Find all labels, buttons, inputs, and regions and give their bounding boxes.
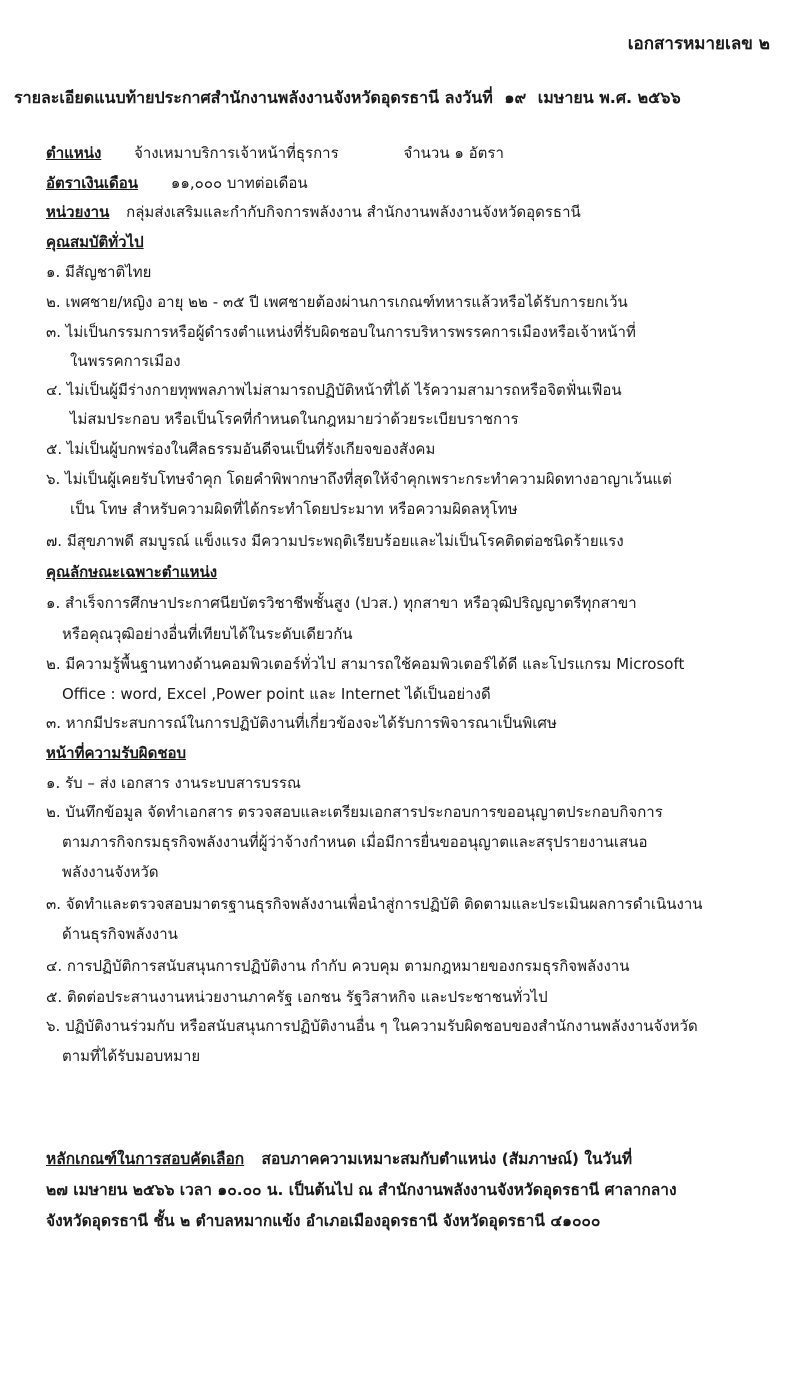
- duty-item-cont: พลังงานจังหวัด: [62, 863, 159, 881]
- general-item-cont: เป็น โทษ สำหรับความผิดที่ได้กระทำโดยประมาท หรือความผิดลหุโทษ: [70, 500, 518, 518]
- duty-item-cont: ตามที่ได้รับมอบหมาย: [62, 1047, 201, 1065]
- general-item: ๔. ไม่เป็นผู้มีร่างกายทุพพลภาพไม่สามารถปฏิบัติหน้าที่ได้ ไร้ความสามารถหรือจิตฟั่นเฟือน: [46, 381, 622, 399]
- unit-value: กลุ่มส่งเสริมและกำกับกิจการพลังงาน สำนักงานพลังงานจังหวัดอุดรธานี: [126, 203, 581, 221]
- position-count: จำนวน ๑ อัตรา: [403, 144, 504, 162]
- duty-item: ๒. บันทึกข้อมูล จัดทำเอกสาร ตรวจสอบและเตรียมเอกสารประกอบการขออนุญาตประกอบกิจการ: [46, 803, 663, 821]
- specific-item-cont: หรือคุณวุฒิอย่างอื่นที่เทียบได้ในระดับเดียวกัน: [62, 625, 353, 643]
- selection-text-1: สอบภาคความเหมาะสมกับตำแหน่ง (สัมภาษณ์) ในวันที่: [261, 1150, 633, 1168]
- specific-item: ๑. สำเร็จการศึกษาประกาศนียบัตรวิชาชีพชั้นสูง (ปวส.) ทุกสาขา หรือวุฒิปริญญาตรีทุกสาขา: [46, 594, 637, 612]
- unit-row: [46, 203, 581, 221]
- salary-row: [46, 174, 308, 192]
- selection-line-2: ๒๗ เมษายน ๒๕๖๖ เวลา ๑๐.๐๐ น. เป็นต้นไป ณ สำนักงานพลังงานจังหวัดอุดรธานี ศาลากลาง: [46, 1181, 677, 1199]
- title-prefix: รายละเอียดแนบท้ายประกาศสำนักงานพลังงานจังหวัดอุดรธานี ลงวันที่: [14, 88, 493, 107]
- document-title: [14, 88, 681, 107]
- duty-item: ๕. ติดต่อประสานงานหน่วยงานภาครัฐ เอกชน รัฐวิสาหกิจ และประชาชนทั่วไป: [46, 988, 548, 1006]
- duties-heading: หน้าที่ความรับผิดชอบ: [46, 744, 187, 762]
- selection-label: หลักเกณฑ์ในการสอบคัดเลือก: [46, 1150, 245, 1168]
- selection-line-3: จังหวัดอุดรธานี ชั้น ๒ ตำบลหมากแข้ง อำเภอเมืองอุดรธานี จังหวัดอุดรธานี ๔๑๐๐๐: [46, 1212, 601, 1230]
- specific-item: ๒. มีความรู้พื้นฐานทางด้านคอมพิวเตอร์ทั่วไป สามารถใช้คอมพิวเตอร์ได้ดี และโปรแกรม Microsoft: [46, 655, 685, 673]
- general-item-cont: ในพรรคการเมือง: [70, 352, 181, 370]
- title-day: ๑๙: [504, 88, 527, 107]
- duty-item: ๑. รับ – ส่ง เอกสาร งานระบบสารบรรณ: [46, 774, 301, 792]
- duty-item: ๖. ปฏิบัติงานร่วมกับ หรือสนับสนุนการปฏิบัติงานอื่น ๆ ในความรับผิดชอบของสำนักงานพลังงานจังหวัด: [46, 1017, 698, 1035]
- general-item: ๖. ไม่เป็นผู้เคยรับโทษจำคุก โดยคำพิพากษาถึงที่สุดให้จำคุกเพราะกระทำความผิดทางอาญาเว้นแต่: [46, 470, 672, 488]
- general-item: ๕. ไม่เป็นผู้บกพร่องในศีลธรรมอันดีจนเป็นที่รังเกียจของสังคม: [46, 440, 436, 458]
- general-item: ๑. มีสัญชาติไทย: [46, 263, 152, 281]
- duty-item: ๓. จัดทำและตรวจสอบมาตรฐานธุรกิจพลังงานเพื่อนำสู่การปฏิบัติ ติดตามและประเมินผลการดำเนินงาน: [46, 895, 703, 913]
- duty-item: ๔. การปฏิบัติการสนับสนุนการปฏิบัติงาน กำกับ ควบคุม ตามกฎหมายของกรมธุรกิจพลังงาน: [46, 957, 630, 975]
- general-item: ๒. เพศชาย/หญิง อายุ ๒๒ - ๓๕ ปี เพศชายต้องผ่านการเกณฑ์ทหารแล้วหรือได้รับการยกเว้น: [46, 293, 628, 311]
- specific-item: ๓. หากมีประสบการณ์ในการปฏิบัติงานที่เกี่ยวข้องจะได้รับการพิจารณาเป็นพิเศษ: [46, 714, 557, 732]
- document-number: เอกสารหมายเลข ๒: [627, 34, 770, 54]
- general-heading: คุณสมบัติทั่วไป: [46, 233, 144, 251]
- selection-line-1: [46, 1150, 632, 1169]
- unit-label: หน่วยงาน: [46, 203, 110, 221]
- salary-value: ๑๑,๐๐๐ บาทต่อเดือน: [170, 174, 308, 192]
- position-label: ตำแหน่ง: [46, 144, 102, 162]
- general-item: ๓. ไม่เป็นกรรมการหรือผู้ดำรงตำแหน่งที่รับผิดชอบในการบริหารพรรคการเมืองหรือเจ้าหน้าที่: [46, 323, 636, 341]
- position-value: จ้างเหมาบริการเจ้าหน้าที่ธุรการ: [134, 144, 339, 162]
- salary-label: อัตราเงินเดือน: [46, 174, 139, 192]
- general-item: ๗. มีสุขภาพดี สมบูรณ์ แข็งแรง มีความประพฤติเรียบร้อยและไม่เป็นโรคติดต่อชนิดร้ายแรง: [46, 532, 624, 550]
- duty-item-cont: ด้านธุรกิจพลังงาน: [62, 925, 178, 943]
- position-row: [46, 144, 504, 162]
- specific-item-cont: Office : word, Excel ,Power point และ Internet ได้เป็นอย่างดี: [62, 685, 491, 703]
- duty-item-cont: ตามภารกิจกรมธุรกิจพลังงานที่ผู้ว่าจ้างกำหนด เมื่อมีการยื่นขออนุญาตและสรุปรายงานเสนอ: [62, 833, 648, 851]
- title-suffix: เมษายน พ.ศ. ๒๕๖๖: [537, 88, 681, 107]
- specific-heading: คุณลักษณะเฉพาะตำแหน่ง: [46, 563, 218, 581]
- general-item-cont: ไม่สมประกอบ หรือเป็นโรคที่กำหนดในกฎหมายว่าด้วยระเบียบราชการ: [70, 410, 519, 428]
